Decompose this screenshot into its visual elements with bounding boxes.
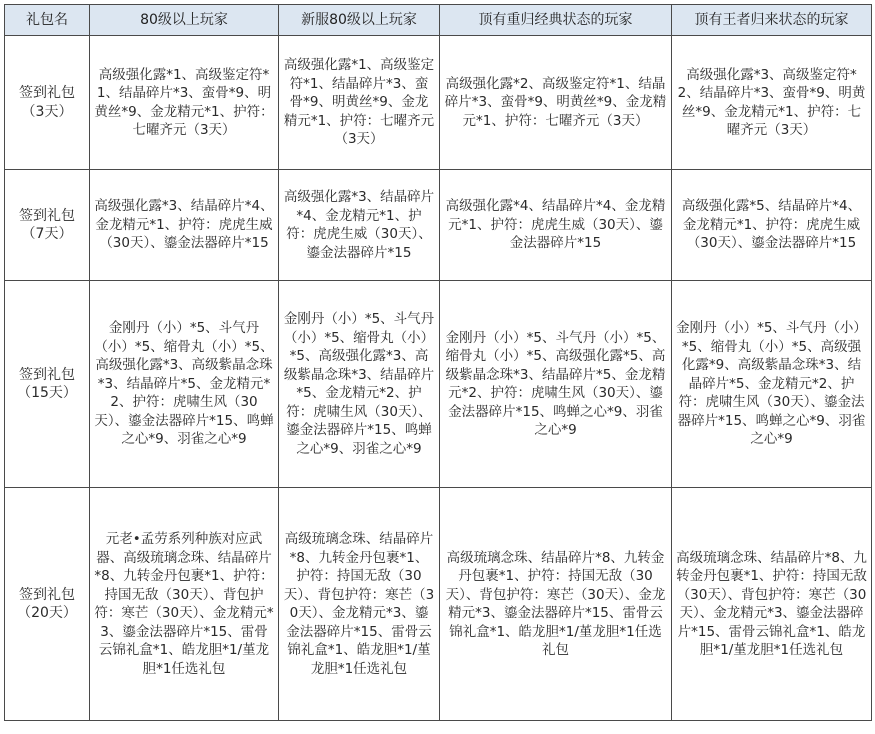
reward-cell: 高级强化露*1、高级鉴定符*1、结晶碎片*3、蛮骨*9、明黄丝*9、金龙精元*1、护符：七曜齐元（3天） bbox=[90, 36, 279, 170]
table-header-row bbox=[5, 5, 872, 36]
gift-duration-label: （20天） bbox=[17, 605, 77, 621]
gift-table-container bbox=[4, 4, 872, 721]
reward-cell: 高级琉璃念珠、结晶碎片*8、九转金丹包裹*1、护符：持国无敌（30天）、背包护符：寒芒（30天）、金龙精元*3、鎏金法器碎片*15、雷骨云锦礼盒*1、皓龙胆*1/堇龙胆*1任选礼包 bbox=[279, 488, 440, 721]
reward-cell: 高级强化露*4、结晶碎片*4、金龙精元*1、护符：虎虎生威（30天）、鎏金法器碎片*15 bbox=[440, 170, 672, 281]
reward-cell: 金刚丹（小）*5、斗气丹（小）*5、缩骨丸（小）*5、高级强化露*3、高级紫晶念珠*3、结晶碎片*5、金龙精元*2、护符：虎啸生风（30天）、鎏金法器碎片*15、鸣蝉之心*9、羽雀之心*9 bbox=[90, 281, 279, 488]
table-row bbox=[5, 36, 872, 170]
header-new-server-lv80-players: 新服80级以上玩家 bbox=[279, 5, 440, 36]
gift-duration-label: （3天） bbox=[21, 103, 73, 120]
gift-pack-table bbox=[4, 4, 872, 721]
reward-cell: 高级强化露*3、结晶碎片*4、金龙精元*1、护符：虎虎生威（30天）、鎏金法器碎片*15 bbox=[279, 170, 440, 281]
gift-name-label: 签到礼包 bbox=[19, 207, 75, 224]
gift-duration-label: （7天） bbox=[21, 226, 73, 242]
reward-cell: 高级强化露*5、结晶碎片*4、金龙精元*1、护符：虎虎生威（30天）、鎏金法器碎片*15 bbox=[672, 170, 872, 281]
reward-cell: 高级强化露*2、高级鉴定符*1、结晶碎片*3、蛮骨*9、明黄丝*9、金龙精元*1、护符：七曜齐元（3天） bbox=[440, 36, 672, 170]
reward-cell: 高级琉璃念珠、结晶碎片*8、九转金丹包裹*1、护符：持国无敌（30天）、背包护符：寒芒（30天）、金龙精元*3、鎏金法器碎片*15、雷骨云锦礼盒*1、皓龙胆*1/堇龙胆*1任选礼包 bbox=[440, 488, 672, 721]
gift-name-label: 签到礼包 bbox=[19, 586, 75, 603]
reward-cell: 高级强化露*3、结晶碎片*4、金龙精元*1、护符：虎虎生威（30天）、鎏金法器碎片*15 bbox=[90, 170, 279, 281]
reward-cell: 金刚丹（小）*5、斗气丹（小）*5、缩骨丸（小）*5、高级强化露*9、高级紫晶念珠*3、结晶碎片*5、金龙精元*2、护符：虎啸生风（30天）、鎏金法器碎片*15、鸣蝉之心*9、羽雀之心*9 bbox=[672, 281, 872, 488]
header-return-classic-players: 顶有重归经典状态的玩家 bbox=[440, 5, 672, 36]
header-gift-name: 礼包名 bbox=[5, 5, 90, 36]
gift-name-label: 签到礼包 bbox=[19, 85, 75, 101]
gift-name-cell bbox=[5, 170, 90, 281]
reward-cell: 金刚丹（小）*5、斗气丹（小）*5、缩骨丸（小）*5、高级强化露*5、高级紫晶念珠*3、结晶碎片*5、金龙精元*2、护符：虎啸生风（30天）、鎏金法器碎片*15、鸣蝉之心*9、羽雀之心*9 bbox=[440, 281, 672, 488]
reward-cell: 高级强化露*3、高级鉴定符*2、结晶碎片*3、蛮骨*9、明黄丝*9、金龙精元*1、护符：七曜齐元（3天） bbox=[672, 36, 872, 170]
table-row bbox=[5, 170, 872, 281]
gift-name-cell bbox=[5, 36, 90, 170]
table-row bbox=[5, 281, 872, 488]
gift-name-label: 签到礼包 bbox=[19, 366, 75, 383]
gift-duration-label: （15天） bbox=[17, 385, 77, 401]
reward-cell: 金刚丹（小）*5、斗气丹（小）*5、缩骨丸（小）*5、高级强化露*3、高级紫晶念珠*3、结晶碎片*5、金龙精元*2、护符：虎啸生风（30天）、鎏金法器碎片*15、鸣蝉之心*9、羽雀之心*9 bbox=[279, 281, 440, 488]
header-lv80-players: 80级以上玩家 bbox=[90, 5, 279, 36]
reward-cell: 高级琉璃念珠、结晶碎片*8、九转金丹包裹*1、护符：持国无敌（30天）、背包护符：寒芒（30天）、金龙精元*3、鎏金法器碎片*15、雷骨云锦礼盒*1、皓龙胆*1/堇龙胆*1任选礼包 bbox=[672, 488, 872, 721]
gift-name-cell bbox=[5, 488, 90, 721]
reward-cell: 高级强化露*1、高级鉴定符*1、结晶碎片*3、蛮骨*9、明黄丝*9、金龙精元*1、护符：七曜齐元（3天） bbox=[279, 36, 440, 170]
gift-name-cell bbox=[5, 281, 90, 488]
header-king-return-players: 顶有王者归来状态的玩家 bbox=[672, 5, 872, 36]
table-row bbox=[5, 488, 872, 721]
reward-cell: 元老•孟劳系列种族对应武器、高级琉璃念珠、结晶碎片*8、九转金丹包裹*1、护符：持国无敌（30天）、背包护符：寒芒（30天）、金龙精元*3、鎏金法器碎片*15、雷骨云锦礼盒*1、皓龙胆*1/堇龙胆*1任选礼包 bbox=[90, 488, 279, 721]
